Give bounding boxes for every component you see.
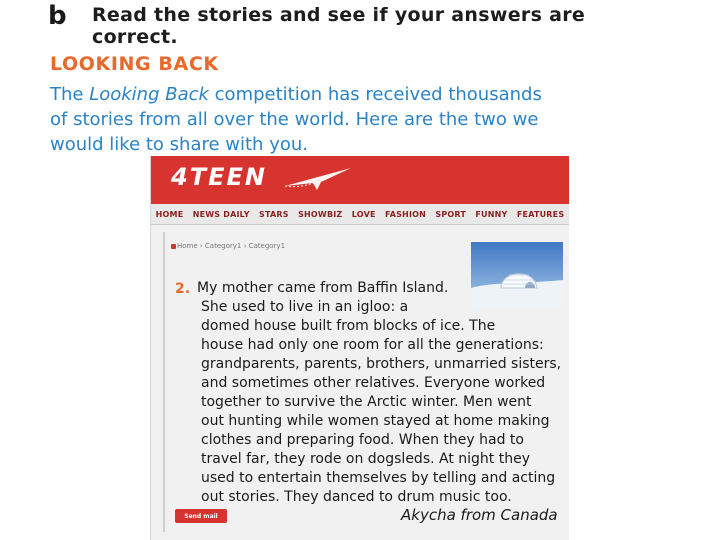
intro-line-1 xyxy=(50,82,700,107)
story-line: and sometimes other relatives. Everyone worked xyxy=(201,375,546,391)
story-number: 2. xyxy=(175,281,191,297)
nav-item-showbiz[interactable]: SHOWBIZ xyxy=(298,209,343,219)
nav-item-love[interactable]: LOVE xyxy=(351,209,376,219)
nav-item-sport[interactable]: SPORT xyxy=(435,209,467,219)
exercise-instruction xyxy=(92,4,702,48)
website-screenshot xyxy=(150,156,569,540)
story-line: My mother came from Baffin Island. xyxy=(197,280,449,296)
nav-item-features[interactable]: FEATURES xyxy=(516,209,565,219)
story-line: grandparents, parents, brothers, unmarried sisters, xyxy=(201,356,562,372)
home-icon xyxy=(171,244,176,249)
send-mail-button[interactable]: Send mail xyxy=(175,509,227,523)
igloo-photo xyxy=(471,242,563,308)
story-line: She used to live in an igloo: a xyxy=(201,299,409,315)
nav-item-stars[interactable]: STARS xyxy=(259,209,289,219)
story-line: together to survive the Arctic winter. Men went xyxy=(201,394,532,410)
story-line: house had only one room for all the generations: xyxy=(201,337,544,353)
story-line: used to entertain themselves by telling and acting xyxy=(201,470,556,486)
paper-plane-icon xyxy=(281,162,361,192)
story-line: out hunting while women stayed at home making xyxy=(201,413,550,429)
story-signature: Akycha from Canada xyxy=(401,506,558,524)
site-header xyxy=(151,156,569,204)
nav-item-home[interactable]: HOME xyxy=(155,209,184,219)
intro-paragraph xyxy=(50,82,700,157)
story-line: travel far, they rode on dogsleds. At night they xyxy=(201,451,530,467)
story-line: out stories. They danced to drum music too. xyxy=(201,489,512,505)
intro-post: competition has received thousands xyxy=(208,84,542,105)
instruction-line-1: Read the stories and see if your answers are xyxy=(92,4,586,26)
nav-item-news-daily[interactable]: NEWS DAILY xyxy=(192,209,250,219)
intro-line-3: would like to share with you. xyxy=(50,134,308,155)
intro-pre: The xyxy=(50,84,90,105)
divider xyxy=(163,232,165,532)
competition-name: Looking Back xyxy=(89,84,209,105)
story-line: domed house built from blocks of ice. The xyxy=(201,318,496,334)
exercise-letter: b xyxy=(48,1,67,31)
breadcrumb[interactable]: Home › Category1 › Category1 xyxy=(177,242,286,250)
section-title: LOOKING BACK xyxy=(50,53,219,75)
intro-line-2: of stories from all over the world. Here are the two we xyxy=(50,109,539,130)
story-line: clothes and preparing food. When they had to xyxy=(201,432,524,448)
site-logo[interactable]: 4TEEN xyxy=(171,163,267,191)
nav-item-funny[interactable]: FUNNY xyxy=(475,209,508,219)
nav-item-fashion[interactable]: FASHION xyxy=(384,209,427,219)
instruction-line-2: correct. xyxy=(92,26,178,48)
site-nav xyxy=(151,204,569,225)
